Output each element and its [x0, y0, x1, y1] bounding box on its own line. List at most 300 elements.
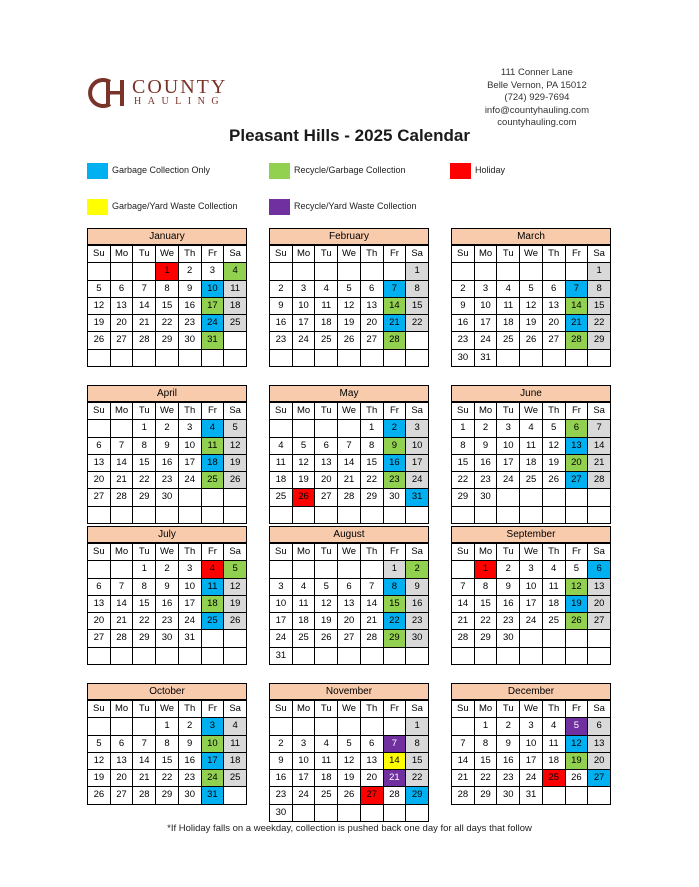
- day-cell: 13: [361, 298, 384, 315]
- day-cell: 18: [543, 596, 566, 613]
- weekday-label: Th: [543, 701, 566, 718]
- empty-day-cell: [293, 350, 316, 367]
- empty-day-cell: [88, 561, 111, 578]
- empty-day-cell: [270, 263, 293, 280]
- day-cell: 3: [406, 420, 429, 437]
- month-name: April: [87, 385, 247, 402]
- email-address[interactable]: info@countyhauling.com: [484, 104, 589, 116]
- day-cell: 25: [315, 787, 338, 804]
- empty-day-cell: [520, 263, 543, 280]
- day-cell: 28: [133, 787, 156, 804]
- weekday-label: Mo: [111, 701, 134, 718]
- day-cell: 31: [202, 787, 225, 804]
- empty-day-cell: [338, 805, 361, 822]
- day-cell: 4: [543, 718, 566, 735]
- day-cell: 22: [384, 613, 407, 630]
- empty-day-cell: [88, 718, 111, 735]
- month-day-grid: [451, 402, 611, 524]
- day-cell: 11: [293, 596, 316, 613]
- day-cell: 28: [361, 630, 384, 647]
- day-cell: 3: [202, 718, 225, 735]
- empty-day-cell: [156, 648, 179, 665]
- weekday-label: Su: [452, 544, 475, 561]
- weekday-label: Su: [270, 403, 293, 420]
- empty-day-cell: [293, 507, 316, 524]
- day-cell: 23: [179, 770, 202, 787]
- day-cell: 12: [224, 579, 247, 596]
- day-cell: 16: [406, 596, 429, 613]
- empty-day-cell: [406, 350, 429, 367]
- day-cell: 13: [88, 455, 111, 472]
- day-cell: 13: [543, 298, 566, 315]
- empty-day-cell: [543, 263, 566, 280]
- day-cell: 7: [452, 579, 475, 596]
- day-cell: 8: [475, 579, 498, 596]
- day-cell: 5: [88, 736, 111, 753]
- month-day-grid: [269, 543, 429, 665]
- day-cell: 17: [179, 455, 202, 472]
- day-cell: 11: [315, 753, 338, 770]
- day-cell: 10: [179, 438, 202, 455]
- weekday-label: Mo: [111, 403, 134, 420]
- empty-day-cell: [361, 561, 384, 578]
- weekday-label: Tu: [315, 246, 338, 263]
- month-day-grid: [87, 543, 247, 665]
- weekday-label: Su: [452, 403, 475, 420]
- day-cell: 17: [202, 298, 225, 315]
- phone-number: (724) 929-7694: [504, 92, 570, 103]
- weekday-label: Sa: [224, 544, 247, 561]
- empty-day-cell: [293, 263, 316, 280]
- day-cell: 27: [338, 630, 361, 647]
- empty-day-cell: [520, 350, 543, 367]
- day-cell: 17: [497, 455, 520, 472]
- empty-day-cell: [566, 787, 589, 804]
- day-cell: 24: [202, 315, 225, 332]
- day-cell: 2: [179, 718, 202, 735]
- day-cell: 4: [497, 281, 520, 298]
- day-cell: 3: [497, 420, 520, 437]
- empty-day-cell: [543, 630, 566, 647]
- day-cell: 2: [384, 420, 407, 437]
- day-cell: 19: [338, 315, 361, 332]
- day-cell: 14: [338, 455, 361, 472]
- day-cell: 21: [361, 613, 384, 630]
- day-cell: 15: [452, 455, 475, 472]
- day-cell: 7: [384, 281, 407, 298]
- contact-info: [485, 67, 589, 130]
- weekday-label: Sa: [224, 701, 247, 718]
- empty-day-cell: [133, 350, 156, 367]
- weekday-label: Tu: [497, 701, 520, 718]
- empty-day-cell: [361, 350, 384, 367]
- weekday-label: Tu: [315, 701, 338, 718]
- day-cell: 10: [202, 736, 225, 753]
- day-cell: 27: [315, 489, 338, 506]
- empty-day-cell: [566, 648, 589, 665]
- empty-day-cell: [315, 561, 338, 578]
- day-cell: 10: [406, 438, 429, 455]
- weekday-label: Mo: [475, 246, 498, 263]
- weekday-label: We: [156, 246, 179, 263]
- empty-day-cell: [497, 263, 520, 280]
- day-cell: 17: [475, 315, 498, 332]
- empty-day-cell: [202, 489, 225, 506]
- empty-day-cell: [588, 787, 611, 804]
- day-cell: 21: [566, 315, 589, 332]
- empty-day-cell: [293, 805, 316, 822]
- day-cell: 20: [88, 613, 111, 630]
- weekday-label: Su: [270, 701, 293, 718]
- empty-day-cell: [315, 507, 338, 524]
- day-cell: 7: [384, 736, 407, 753]
- day-cell: 10: [475, 298, 498, 315]
- day-cell: 27: [543, 332, 566, 349]
- day-cell: 29: [588, 332, 611, 349]
- day-cell: 14: [452, 753, 475, 770]
- day-cell: 28: [133, 332, 156, 349]
- day-cell: 6: [566, 420, 589, 437]
- month-name: February: [269, 228, 429, 245]
- day-cell: 20: [543, 315, 566, 332]
- day-cell: 23: [270, 332, 293, 349]
- day-cell: 18: [543, 753, 566, 770]
- empty-day-cell: [224, 350, 247, 367]
- empty-day-cell: [293, 561, 316, 578]
- day-cell: 12: [88, 753, 111, 770]
- day-cell: 8: [588, 281, 611, 298]
- day-cell: 27: [361, 787, 384, 804]
- day-cell: 2: [406, 561, 429, 578]
- day-cell: 1: [133, 420, 156, 437]
- website[interactable]: countyhauling.com: [497, 117, 577, 128]
- empty-day-cell: [179, 489, 202, 506]
- month-january: [87, 228, 247, 367]
- day-cell: 25: [293, 630, 316, 647]
- day-cell: 7: [111, 438, 134, 455]
- day-cell: 12: [88, 298, 111, 315]
- day-cell: 31: [270, 648, 293, 665]
- empty-day-cell: [202, 350, 225, 367]
- day-cell: 20: [338, 613, 361, 630]
- day-cell: 10: [270, 596, 293, 613]
- legend-label: Holiday: [475, 165, 506, 175]
- day-cell: 24: [475, 332, 498, 349]
- day-cell: 17: [270, 613, 293, 630]
- empty-day-cell: [293, 718, 316, 735]
- weekday-label: Tu: [497, 246, 520, 263]
- weekday-label: Sa: [588, 701, 611, 718]
- day-cell: 5: [338, 736, 361, 753]
- month-november: [269, 683, 429, 822]
- month-september: [451, 526, 611, 665]
- day-cell: 17: [293, 770, 316, 787]
- day-cell: 10: [497, 438, 520, 455]
- day-cell: 6: [588, 561, 611, 578]
- day-cell: 14: [452, 596, 475, 613]
- day-cell: 17: [293, 315, 316, 332]
- empty-day-cell: [179, 648, 202, 665]
- empty-day-cell: [133, 263, 156, 280]
- day-cell: 29: [406, 787, 429, 804]
- day-cell: 20: [111, 315, 134, 332]
- empty-day-cell: [293, 648, 316, 665]
- day-cell: 2: [497, 718, 520, 735]
- empty-day-cell: [520, 648, 543, 665]
- day-cell: 25: [224, 315, 247, 332]
- day-cell: 9: [156, 438, 179, 455]
- day-cell: 22: [156, 770, 179, 787]
- empty-day-cell: [315, 648, 338, 665]
- weekday-label: Th: [361, 544, 384, 561]
- weekday-label: Mo: [293, 544, 316, 561]
- weekday-label: Sa: [406, 544, 429, 561]
- day-cell: 27: [88, 630, 111, 647]
- day-cell: 2: [452, 281, 475, 298]
- logo-company-subtitle: HAULING: [134, 96, 226, 107]
- weekday-label: Mo: [475, 544, 498, 561]
- empty-day-cell: [384, 507, 407, 524]
- empty-day-cell: [543, 489, 566, 506]
- empty-day-cell: [111, 263, 134, 280]
- day-cell: 5: [338, 281, 361, 298]
- day-cell: 22: [406, 315, 429, 332]
- weekday-label: Su: [452, 701, 475, 718]
- day-cell: 21: [111, 613, 134, 630]
- day-cell: 5: [543, 420, 566, 437]
- day-cell: 20: [111, 770, 134, 787]
- empty-day-cell: [497, 507, 520, 524]
- day-cell: 12: [224, 438, 247, 455]
- weekday-label: We: [520, 246, 543, 263]
- day-cell: 17: [520, 753, 543, 770]
- day-cell: 19: [520, 315, 543, 332]
- empty-day-cell: [588, 350, 611, 367]
- weekday-label: Tu: [133, 544, 156, 561]
- day-cell: 9: [497, 579, 520, 596]
- day-cell: 13: [588, 579, 611, 596]
- weekday-label: Fr: [566, 246, 589, 263]
- day-cell: 15: [588, 298, 611, 315]
- empty-day-cell: [497, 648, 520, 665]
- day-cell: 16: [270, 770, 293, 787]
- day-cell: 14: [133, 298, 156, 315]
- day-cell: 5: [520, 281, 543, 298]
- day-cell: 7: [588, 420, 611, 437]
- day-cell: 27: [566, 472, 589, 489]
- day-cell: 21: [384, 770, 407, 787]
- day-cell: 16: [452, 315, 475, 332]
- day-cell: 2: [270, 281, 293, 298]
- weekday-label: Th: [179, 701, 202, 718]
- day-cell: 17: [202, 753, 225, 770]
- month-name: December: [451, 683, 611, 700]
- day-cell: 1: [406, 718, 429, 735]
- day-cell: 21: [452, 613, 475, 630]
- weekday-label: We: [520, 544, 543, 561]
- empty-day-cell: [224, 489, 247, 506]
- weekday-label: Tu: [315, 544, 338, 561]
- empty-day-cell: [384, 805, 407, 822]
- day-cell: 24: [497, 472, 520, 489]
- day-cell: 1: [384, 561, 407, 578]
- day-cell: 15: [475, 753, 498, 770]
- day-cell: 12: [566, 736, 589, 753]
- empty-day-cell: [111, 648, 134, 665]
- day-cell: 19: [293, 472, 316, 489]
- day-cell: 3: [179, 420, 202, 437]
- day-cell: 11: [224, 281, 247, 298]
- day-cell: 24: [293, 332, 316, 349]
- day-cell: 22: [452, 472, 475, 489]
- day-cell: 10: [179, 579, 202, 596]
- day-cell: 22: [406, 770, 429, 787]
- day-cell: 14: [111, 596, 134, 613]
- legend-swatch: [269, 199, 290, 215]
- day-cell: 3: [293, 281, 316, 298]
- day-cell: 23: [156, 613, 179, 630]
- weekday-label: Th: [179, 403, 202, 420]
- weekday-label: We: [338, 701, 361, 718]
- day-cell: 3: [179, 561, 202, 578]
- month-day-grid: [87, 700, 247, 805]
- day-cell: 20: [361, 770, 384, 787]
- day-cell: 26: [338, 332, 361, 349]
- empty-day-cell: [111, 561, 134, 578]
- empty-day-cell: [566, 350, 589, 367]
- empty-day-cell: [520, 489, 543, 506]
- day-cell: 30: [384, 489, 407, 506]
- empty-day-cell: [406, 648, 429, 665]
- empty-day-cell: [88, 648, 111, 665]
- month-february: [269, 228, 429, 367]
- day-cell: 30: [452, 350, 475, 367]
- day-cell: 26: [543, 472, 566, 489]
- day-cell: 16: [270, 315, 293, 332]
- day-cell: 18: [224, 298, 247, 315]
- day-cell: 30: [475, 489, 498, 506]
- month-name: March: [451, 228, 611, 245]
- weekday-label: Tu: [133, 403, 156, 420]
- day-cell: 12: [293, 455, 316, 472]
- empty-day-cell: [202, 630, 225, 647]
- day-cell: 11: [224, 736, 247, 753]
- day-cell: 21: [111, 472, 134, 489]
- empty-day-cell: [452, 718, 475, 735]
- day-cell: 22: [475, 613, 498, 630]
- legend-label: Recycle/Yard Waste Collection: [294, 201, 417, 211]
- month-may: [269, 385, 429, 524]
- day-cell: 8: [384, 579, 407, 596]
- day-cell: 1: [588, 263, 611, 280]
- weekday-label: Su: [88, 403, 111, 420]
- day-cell: 27: [111, 787, 134, 804]
- day-cell: 9: [384, 438, 407, 455]
- empty-day-cell: [475, 263, 498, 280]
- empty-day-cell: [520, 507, 543, 524]
- day-cell: 25: [315, 332, 338, 349]
- empty-day-cell: [543, 648, 566, 665]
- weekday-label: We: [520, 701, 543, 718]
- day-cell: 10: [293, 753, 316, 770]
- month-october: [87, 683, 247, 805]
- weekday-label: Fr: [202, 701, 225, 718]
- day-cell: 23: [384, 472, 407, 489]
- legend-label: Recycle/Garbage Collection: [294, 165, 406, 175]
- day-cell: 28: [588, 472, 611, 489]
- empty-day-cell: [361, 805, 384, 822]
- legend-swatch: [87, 163, 108, 179]
- day-cell: 13: [588, 736, 611, 753]
- weekday-label: Fr: [202, 246, 225, 263]
- day-cell: 23: [156, 472, 179, 489]
- day-cell: 9: [497, 736, 520, 753]
- weekday-label: Sa: [406, 246, 429, 263]
- weekday-label: Fr: [384, 544, 407, 561]
- day-cell: 20: [315, 472, 338, 489]
- day-cell: 29: [361, 489, 384, 506]
- weekday-label: Fr: [566, 701, 589, 718]
- day-cell: 8: [406, 281, 429, 298]
- empty-day-cell: [384, 350, 407, 367]
- day-cell: 10: [520, 579, 543, 596]
- day-cell: 26: [338, 787, 361, 804]
- day-cell: 20: [361, 315, 384, 332]
- month-august: [269, 526, 429, 665]
- empty-day-cell: [88, 420, 111, 437]
- empty-day-cell: [111, 420, 134, 437]
- day-cell: 13: [315, 455, 338, 472]
- weekday-label: Mo: [111, 544, 134, 561]
- weekday-label: Tu: [133, 701, 156, 718]
- day-cell: 18: [270, 472, 293, 489]
- empty-day-cell: [338, 648, 361, 665]
- day-cell: 9: [156, 579, 179, 596]
- day-cell: 18: [224, 753, 247, 770]
- day-cell: 24: [520, 613, 543, 630]
- day-cell: 6: [543, 281, 566, 298]
- day-cell: 9: [270, 298, 293, 315]
- day-cell: 25: [497, 332, 520, 349]
- empty-day-cell: [406, 805, 429, 822]
- month-day-grid: [87, 402, 247, 524]
- month-name: June: [451, 385, 611, 402]
- month-day-grid: [87, 245, 247, 367]
- month-day-grid: [269, 245, 429, 367]
- day-cell: 31: [406, 489, 429, 506]
- day-cell: 30: [179, 787, 202, 804]
- day-cell: 5: [293, 438, 316, 455]
- empty-day-cell: [315, 420, 338, 437]
- day-cell: 25: [270, 489, 293, 506]
- day-cell: 19: [338, 770, 361, 787]
- day-cell: 28: [566, 332, 589, 349]
- empty-day-cell: [566, 489, 589, 506]
- day-cell: 22: [361, 472, 384, 489]
- day-cell: 30: [156, 489, 179, 506]
- day-cell: 28: [338, 489, 361, 506]
- day-cell: 11: [543, 579, 566, 596]
- day-cell: 13: [111, 298, 134, 315]
- address-line-1: 111 Conner Lane: [500, 67, 573, 78]
- day-cell: 30: [497, 787, 520, 804]
- day-cell: 13: [361, 753, 384, 770]
- day-cell: 21: [133, 770, 156, 787]
- month-name: May: [269, 385, 429, 402]
- weekday-label: Su: [88, 701, 111, 718]
- empty-day-cell: [406, 507, 429, 524]
- month-march: [451, 228, 611, 367]
